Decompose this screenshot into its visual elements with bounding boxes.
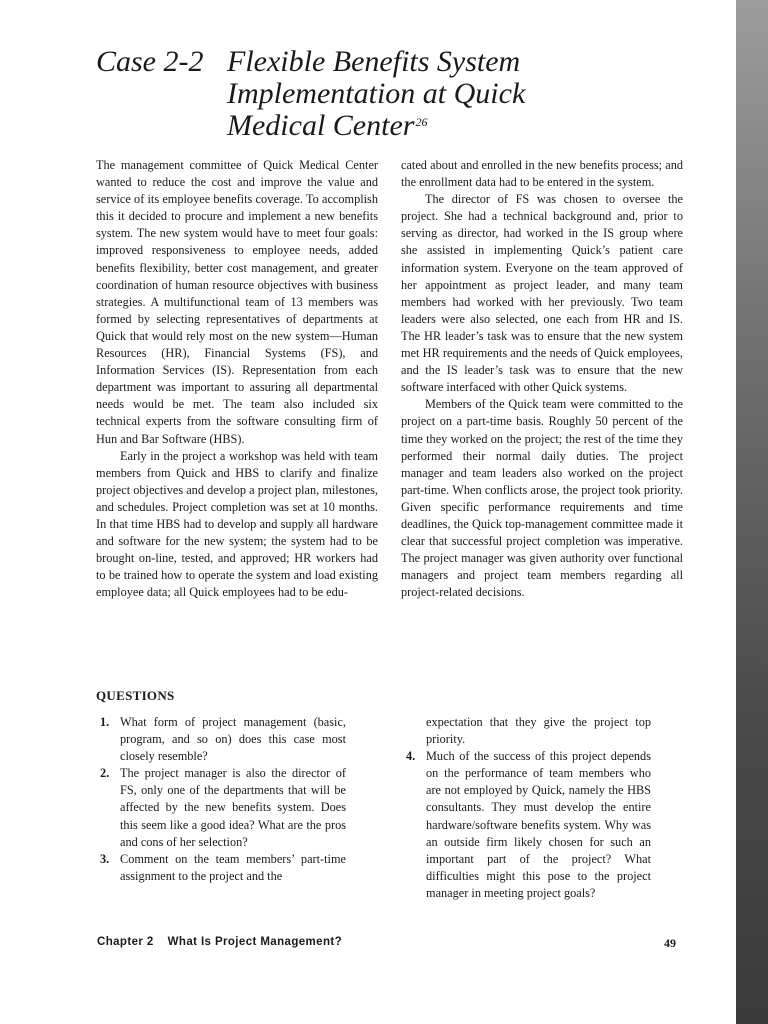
question-text: The project manager is also the director of FS, only one of the departments that will be affected by the new benefits system. Does this seem like a good idea? What are the pros and cons of her selection? bbox=[120, 766, 346, 849]
case-label: Case 2-2 bbox=[96, 45, 204, 78]
body-paragraph: Early in the project a workshop was held with team members from Quick and HBS to clarify and finalize project objectives and develop a project plan, milestones, and schedules. Project completion was set at 10 months. In that time HBS had to develop and supply all hardware and software for the new system; the system had to be brought on-line, tested, and approved; HR workers had to be trained how to operate the system and load existing employee data; all Quick employees had to be edu- bbox=[96, 448, 378, 600]
title-footnote-marker: 26 bbox=[415, 115, 428, 129]
question-number: 3. bbox=[100, 851, 110, 866]
body-column-left bbox=[96, 157, 378, 601]
question-item bbox=[96, 765, 346, 850]
running-footer bbox=[97, 936, 342, 948]
question-number: 2. bbox=[100, 766, 110, 781]
body-paragraph: cated about and enrolled in the new benefits process; and the enrollment data had to be entered in the system. bbox=[401, 158, 683, 190]
footer-chapter-label: Chapter 2 bbox=[97, 936, 154, 948]
question-number: 1. bbox=[100, 715, 110, 729]
case-title-line-3 bbox=[227, 110, 525, 142]
case-title-line-3-text: Medical Center bbox=[227, 109, 415, 142]
page-number: 49 bbox=[664, 936, 676, 950]
page-edge-tab bbox=[736, 0, 768, 1024]
question-item bbox=[96, 714, 346, 765]
case-title bbox=[227, 46, 525, 142]
question-item bbox=[402, 748, 651, 902]
question-item-continued bbox=[402, 714, 651, 748]
question-text: Much of the success of this project depends on the performance of team members who are not employed by Quick, namely the HBS consultants. They must develop the entire hardware/software benefits system. Why was an outside firm likely chosen for such an important part of the project? What difficulties might this pose to the project manager in meeting project goals? bbox=[426, 749, 651, 900]
question-text: What form of project management (basic, program, and so on) does this case most closely resemble? bbox=[120, 715, 346, 764]
body-paragraph: The director of FS was chosen to oversee the project. She had a technical background and, prior to serving as director, had worked in the IS group where she assisted in implementing Quick’s patient care information system. Everyone on the team approved of her appointment as project leader, and many team members had worked with her previously. Two team leaders were also selected, one each from HR and IS. The HR leader’s task was to ensure that the new system met HR requirements and the needs of Quick employees, and the IS leader’s task was to ensure that the new software interfaced with other Quick systems. bbox=[401, 192, 683, 395]
case-title-line-1: Flexible Benefits System bbox=[227, 45, 521, 78]
question-text: expectation that they give the project top priority. bbox=[426, 715, 651, 747]
body-column-right bbox=[401, 157, 683, 601]
question-number: 4. bbox=[406, 749, 416, 764]
questions-list-right bbox=[402, 714, 651, 902]
body-paragraph: Members of the Quick team were committed to the project on a part-time basis. Roughly 50 percent of the time they worked on the project; the rest of the time they performed their normal daily duties. The project manager and team leaders also worked on the project part-time. When conflicts arose, the project took priority. Given specific performance requirements and time deadlines, the Quick top-management committee made it clear that successful project completion was imperative. The project manager was given authority over functional managers and project team members regarding all project-related decisions. bbox=[401, 397, 683, 600]
footer-chapter-title: What Is Project Management? bbox=[167, 936, 343, 948]
case-title-line-2: Implementation at Quick bbox=[227, 77, 526, 110]
question-text: Comment on the team members’ part-time assignment to the project and the bbox=[120, 851, 346, 883]
question-item bbox=[96, 851, 346, 885]
questions-list-left bbox=[96, 714, 346, 885]
questions-heading: QUESTIONS bbox=[96, 688, 175, 703]
body-paragraph: The management committee of Quick Medical Center wanted to reduce the cost and improve the value and service of its employee benefits coverage. To accomplish this it decided to procure and implement a new benefits system. The new system would have to meet four goals: improved responsiveness to employee needs, added benefits flexibility, better cost management, and greater coordination of human resource objectives with business strategies. A multifunctional team of 13 members was formed by selecting representatives of departments at Quick that would rely most on the new system—Human Resources (HR), Financial Systems (FS), and Information Services (IS). Representation from each department was important to assuring all departmental needs would be met. The team also included six technical experts from the software consulting firm of Hun and Bar Software (HBS). bbox=[96, 158, 378, 446]
